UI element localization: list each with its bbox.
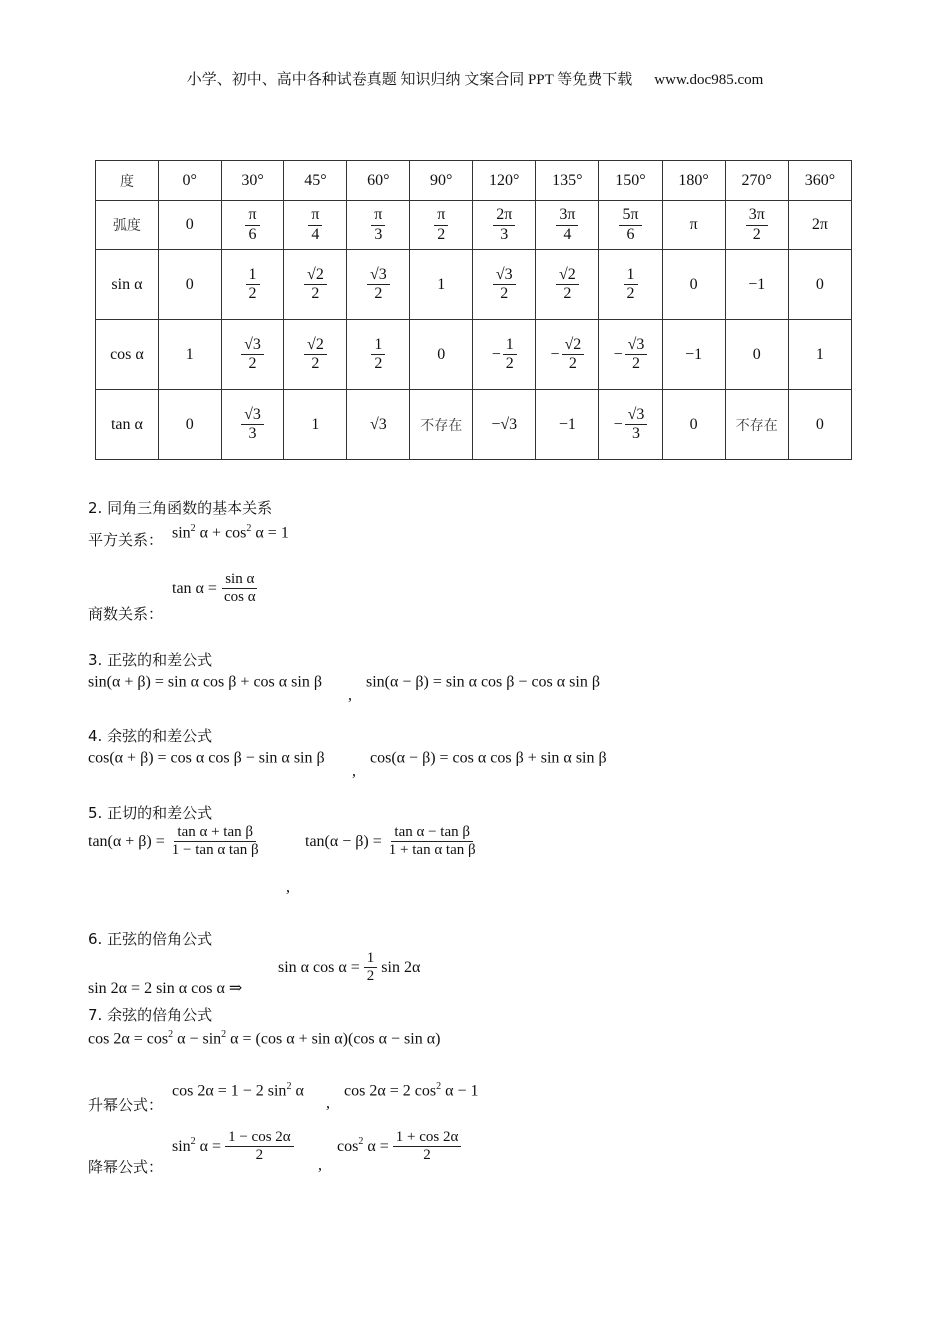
cell-value: 150° (615, 171, 646, 189)
fraction (225, 1129, 294, 1165)
formula (348, 686, 352, 704)
numerator: √2 (556, 266, 579, 285)
table-cell (347, 201, 410, 250)
formula (172, 1129, 294, 1165)
table-cell (662, 201, 725, 250)
table-cell (410, 320, 473, 390)
table-cell (725, 161, 788, 201)
table-cell (788, 250, 851, 320)
cell-value: 30° (241, 171, 264, 189)
cell-value: 180° (678, 171, 709, 189)
denominator: 2 (423, 1147, 431, 1164)
denominator: 2 (311, 285, 320, 302)
table-cell (473, 320, 536, 390)
fraction (371, 336, 385, 374)
formula (88, 1029, 440, 1049)
table-cell (410, 201, 473, 250)
superscript: 2 (190, 523, 196, 534)
formula (172, 523, 289, 543)
formula-text: α = (cos α + sin α)(cos α − sin α) (226, 1030, 441, 1048)
table-cell (284, 320, 347, 390)
fraction (619, 206, 641, 244)
table-cell (284, 250, 347, 320)
formula-text: α (291, 1082, 304, 1100)
table-cell (725, 250, 788, 320)
formula-text: α − sin (173, 1030, 222, 1048)
fraction (746, 206, 768, 244)
formula-text: α = (363, 1137, 393, 1155)
table-cell (536, 161, 599, 201)
row-label: 弧度 (96, 201, 159, 250)
denominator: 2 (563, 285, 572, 302)
table-row (96, 390, 852, 460)
superscript: 2 (246, 523, 252, 534)
sign: − (613, 345, 623, 363)
fraction (556, 206, 578, 244)
formula-text: , (286, 878, 290, 896)
cell-value: 45° (304, 171, 327, 189)
table-cell (725, 320, 788, 390)
cell-value: 0 (437, 345, 446, 363)
row-label: tan α (96, 390, 159, 460)
cell-value: −1 (558, 415, 576, 433)
numerator: √3 (241, 406, 264, 425)
table-cell (347, 320, 410, 390)
formula (286, 878, 290, 896)
formula (88, 824, 262, 860)
formula-text: sin (172, 524, 191, 542)
page-header (0, 68, 950, 89)
fraction (308, 206, 322, 244)
label-raise: 升幂公式： (88, 1096, 164, 1114)
fraction (304, 336, 327, 374)
denominator: 1 − tan α tan β (171, 842, 259, 859)
cell-value: 0 (185, 415, 194, 433)
formula (318, 1156, 322, 1174)
numerator: sin α (222, 571, 257, 589)
table-cell (599, 201, 662, 250)
table-cell (473, 390, 536, 460)
denominator: 2 (248, 285, 257, 302)
table-cell (473, 161, 536, 201)
label-lower: 降幂公式： (88, 1158, 164, 1176)
denominator: 2 (255, 1147, 264, 1164)
denominator: 2 (505, 355, 514, 372)
numerator: 3π (746, 206, 768, 225)
fraction (562, 336, 585, 374)
fraction (386, 824, 479, 860)
fraction (221, 571, 259, 607)
table-cell (410, 250, 473, 320)
fraction (367, 266, 390, 304)
denominator: 2 (752, 225, 761, 243)
numerator: 5π (619, 206, 641, 225)
table-cell (662, 320, 725, 390)
numerator: √3 (241, 336, 264, 355)
numerator: √2 (562, 336, 585, 355)
denominator: 3 (500, 225, 509, 243)
formula-text: cos(α + β) = cos α cos β − sin α sin β (88, 749, 325, 767)
formula-text: , (352, 762, 356, 780)
formula (172, 571, 259, 607)
table-cell (662, 161, 725, 201)
superscript: 2 (358, 1136, 364, 1148)
cell-value: 1 (311, 415, 320, 433)
denominator: 2 (437, 225, 446, 243)
table-cell (599, 320, 662, 390)
formula-text: cos 2α = cos (88, 1030, 169, 1048)
superscript: 2 (168, 1029, 174, 1040)
formula-text: α = (195, 1137, 226, 1155)
formula (88, 749, 325, 767)
denominator: 2 (632, 355, 641, 372)
fraction (245, 206, 259, 244)
table-cell (221, 390, 284, 460)
section-title: 4. 余弦的和差公式 (88, 727, 213, 745)
denominator: 2 (374, 285, 383, 302)
sign: − (613, 415, 623, 433)
denominator: 2 (568, 355, 577, 372)
cell-value: 0 (815, 275, 824, 293)
formula (326, 1094, 330, 1112)
cell-value: 270° (741, 171, 772, 189)
numerator: √3 (625, 336, 648, 355)
table-cell (284, 390, 347, 460)
formula-text: sin (172, 1137, 191, 1155)
numerator: π (245, 206, 259, 225)
cell-value: 90° (430, 171, 453, 189)
numerator: 1 (503, 336, 517, 355)
denominator: 3 (632, 425, 641, 442)
cell-value: 1 (185, 345, 194, 363)
formula (305, 824, 479, 860)
fraction (246, 266, 260, 304)
table-cell (221, 320, 284, 390)
fraction (304, 266, 327, 304)
denominator: cos α (223, 589, 256, 606)
formula (370, 749, 607, 767)
table-cell (536, 250, 599, 320)
numerator: 1 − cos 2α (225, 1129, 294, 1147)
table-cell (662, 390, 725, 460)
formula (172, 1081, 304, 1101)
table-cell (347, 250, 410, 320)
table-cell (536, 320, 599, 390)
superscript: 2 (190, 1136, 196, 1148)
table-cell (410, 161, 473, 201)
denominator: 2 (366, 968, 375, 985)
formula (88, 673, 322, 691)
table-cell (410, 390, 473, 460)
denominator: 6 (626, 225, 635, 243)
numerator: 1 (246, 266, 260, 285)
formula-text: , (318, 1156, 322, 1174)
table-cell (788, 390, 851, 460)
table-cell (788, 161, 851, 201)
denominator: 2 (311, 355, 320, 372)
numerator: π (371, 206, 385, 225)
formula-text: sin α cos α = (278, 958, 364, 976)
formula-text: tan α = (172, 579, 221, 597)
numerator: tan α + tan β (174, 824, 256, 842)
table-row (96, 201, 852, 250)
numerator: 3π (556, 206, 578, 225)
label-quotient: 商数关系： (88, 605, 164, 623)
table-cell (221, 201, 284, 250)
denominator: 2 (626, 285, 635, 302)
cell-value: 120° (489, 171, 520, 189)
cell-value: π (689, 216, 698, 233)
table-cell (347, 390, 410, 460)
numerator: 2π (493, 206, 515, 225)
numerator: √3 (493, 266, 516, 285)
row-label: 度 (96, 161, 159, 201)
cell-value: 360° (804, 171, 836, 189)
formula-text: tan(α + β) = (88, 832, 169, 850)
table-cell (473, 201, 536, 250)
table-cell (158, 201, 221, 250)
numerator: 1 (364, 950, 378, 968)
section-title: 3. 正弦的和差公式 (88, 651, 213, 669)
cell-value: 0 (689, 275, 698, 293)
table-cell (221, 161, 284, 201)
formula (337, 1129, 461, 1165)
fraction (169, 824, 262, 860)
formula-text: sin(α + β) = sin α cos β + cos α sin β (88, 673, 322, 691)
fraction (624, 266, 638, 304)
formula-text: cos 2α = 2 cos (344, 1082, 437, 1100)
formula (88, 978, 242, 998)
formula-text: sin(α − β) = sin α cos β − cos α sin β (366, 673, 600, 691)
formula-text: α + cos (195, 524, 247, 542)
fraction (625, 336, 648, 374)
cell-value: 60° (367, 171, 390, 189)
formula (344, 1081, 478, 1101)
formula-text: α = 1 (251, 524, 289, 542)
formula-text: , (326, 1094, 330, 1112)
section-title: 7. 余弦的倍角公式 (88, 1006, 213, 1024)
fraction (503, 336, 517, 374)
cell-value: −√3 (491, 415, 518, 433)
table-cell (662, 250, 725, 320)
table-row (96, 161, 852, 201)
numerator: 1 (624, 266, 638, 285)
table-cell (599, 390, 662, 460)
table-row (96, 320, 852, 390)
header-url[interactable]: www.doc985.com (654, 72, 764, 88)
table-cell (158, 161, 221, 201)
table-cell (473, 250, 536, 320)
table-cell (599, 250, 662, 320)
table-cell (221, 250, 284, 320)
table-cell (725, 201, 788, 250)
cell-value: 0 (185, 275, 194, 293)
sign: − (491, 345, 501, 363)
table-cell (158, 250, 221, 320)
row-label: sin α (96, 250, 159, 320)
cell-value: 1 (815, 345, 824, 363)
formula-text: sin 2α = 2 sin α cos α ⇒ (88, 980, 243, 997)
table-cell (725, 390, 788, 460)
table-cell (536, 201, 599, 250)
formula-text: cos 2α = 1 − 2 sin (172, 1082, 287, 1100)
fraction (556, 266, 579, 304)
numerator: 1 + cos 2α (393, 1129, 462, 1147)
numerator: π (308, 206, 322, 225)
section-title: 2. 同角三角函数的基本关系 (88, 499, 273, 517)
fraction (241, 336, 264, 374)
formula (278, 950, 420, 986)
denominator: 6 (248, 225, 257, 243)
table-row (96, 250, 852, 320)
fraction (371, 206, 385, 244)
label-square: 平方关系： (88, 531, 164, 549)
table-cell (788, 320, 851, 390)
numerator: √3 (367, 266, 390, 285)
fraction (625, 406, 648, 444)
fraction (434, 206, 448, 244)
table-cell (347, 161, 410, 201)
cell-value: 1 (437, 275, 446, 293)
numerator: tan α − tan β (391, 824, 473, 842)
formula-text: tan(α − β) = (305, 832, 386, 850)
trig-values-table (95, 160, 852, 460)
denominator: 1 + tan α tan β (388, 842, 476, 859)
table-cell (599, 161, 662, 201)
formula-text: sin 2α (377, 958, 421, 976)
cell-value: 不存在 (735, 417, 778, 434)
section-title: 5. 正切的和差公式 (88, 804, 213, 822)
fraction (241, 406, 264, 444)
denominator: 4 (311, 225, 320, 243)
cell-value: 0° (182, 171, 197, 189)
table-cell (158, 320, 221, 390)
fraction (393, 1129, 462, 1165)
numerator: 1 (371, 336, 385, 355)
fraction (364, 950, 378, 986)
cell-value: √3 (369, 415, 387, 433)
cell-value: 0 (752, 345, 761, 363)
cell-value: 不存在 (420, 417, 463, 434)
numerator: √2 (304, 266, 327, 285)
numerator: √2 (304, 336, 327, 355)
cell-value: 0 (815, 415, 824, 433)
superscript: 2 (221, 1029, 227, 1040)
table-cell (536, 390, 599, 460)
denominator: 2 (500, 285, 509, 302)
fraction (493, 206, 515, 244)
formula (366, 673, 600, 691)
table-cell (158, 390, 221, 460)
formula-text: cos (337, 1137, 359, 1155)
denominator: 4 (563, 225, 572, 243)
denominator: 3 (374, 225, 383, 243)
cell-value: 0 (689, 415, 698, 433)
cell-value: −1 (748, 275, 766, 293)
denominator: 3 (248, 425, 257, 442)
cell-value: 135° (552, 171, 583, 189)
numerator: π (434, 206, 448, 225)
formula-text: α − 1 (441, 1082, 479, 1100)
cell-value: 0 (185, 216, 194, 233)
section-title: 6. 正弦的倍角公式 (88, 930, 213, 948)
denominator: 2 (374, 355, 383, 372)
superscript: 2 (286, 1081, 292, 1092)
sign: − (550, 345, 560, 363)
denominator: 2 (248, 355, 257, 372)
numerator: √3 (625, 406, 648, 425)
cell-value: 2π (811, 216, 828, 233)
cell-value: −1 (685, 345, 703, 363)
header-text: 小学、初中、高中各种试卷真题 知识归纳 文案合同 PPT 等免费下载 (186, 72, 633, 88)
table-cell (788, 201, 851, 250)
table-cell (284, 161, 347, 201)
fraction (493, 266, 516, 304)
formula-text: , (348, 686, 352, 704)
row-label: cos α (96, 320, 159, 390)
formula (352, 762, 356, 780)
formula-text: cos(α − β) = cos α cos β + sin α sin β (370, 749, 607, 767)
superscript: 2 (436, 1081, 442, 1092)
table-cell (284, 201, 347, 250)
